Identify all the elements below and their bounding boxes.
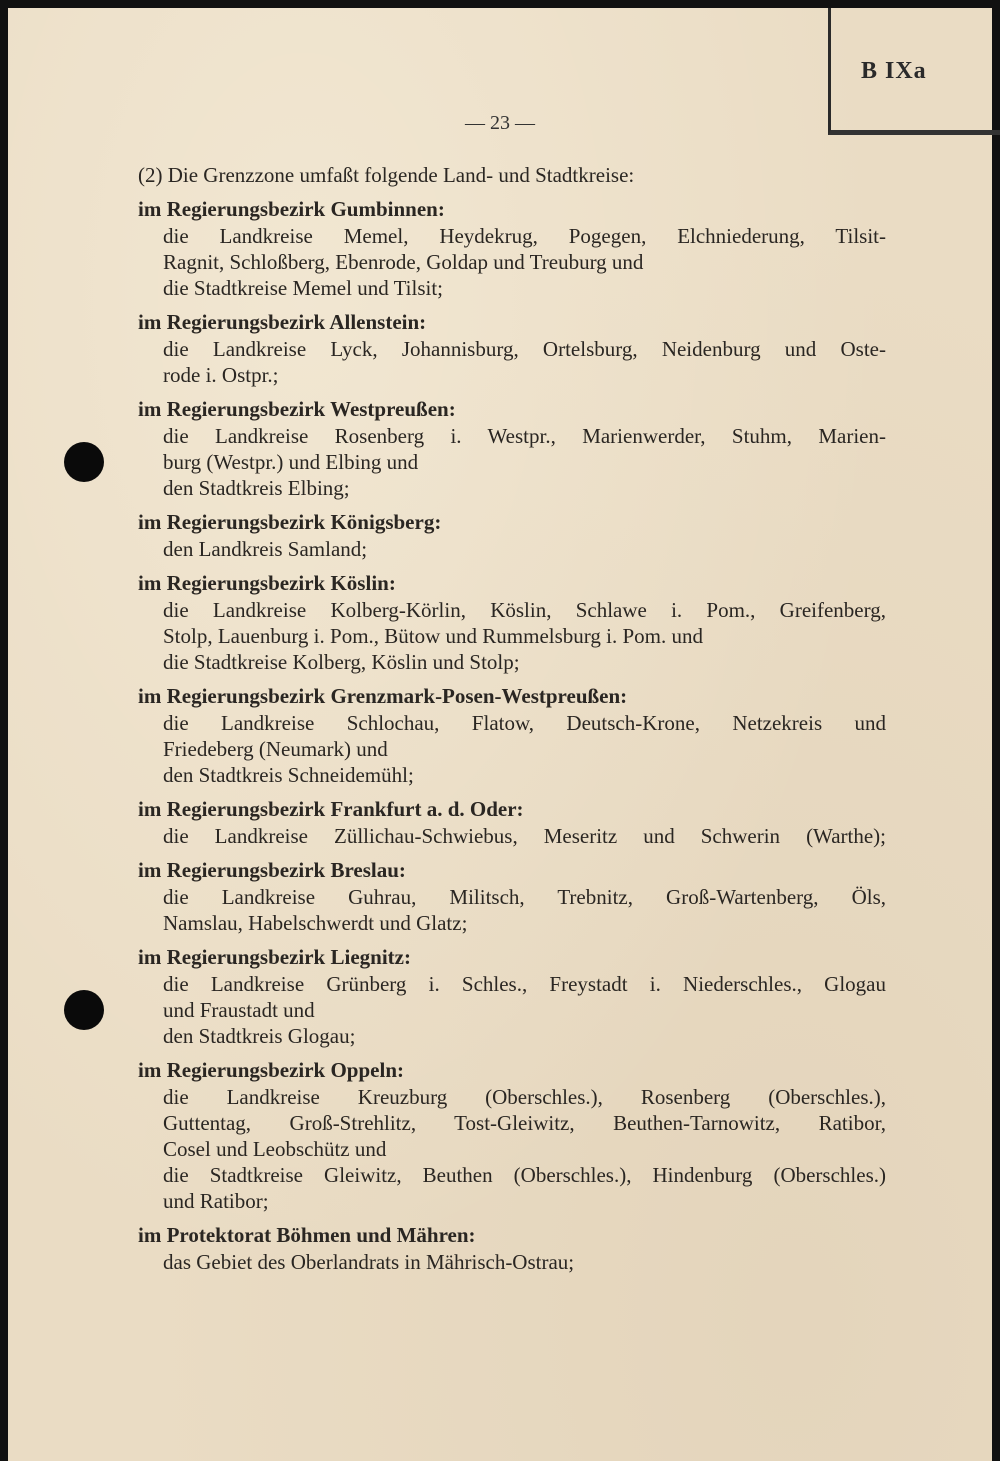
district-list-line: den Stadtkreis Schneidemühl; (163, 763, 414, 787)
district-list-line: die Stadtkreise Kolberg, Köslin und Stolp; (163, 650, 520, 674)
district-list-line: Ragnit, Schloßberg, Ebenrode, Goldap und Treuburg und (163, 250, 644, 274)
district-list-line: die Landkreise Memel, Heydekrug, Pogegen, Elchniederung, Tilsit- (163, 224, 886, 248)
district-list-line: die Landkreise Schlochau, Flatow, Deutsch-Krone, Netzekreis und (163, 711, 886, 735)
district-heading: im Regierungsbezirk Grenzmark-Posen-Westpreußen: (138, 684, 628, 708)
intro-paragraph: (2) Die Grenzzone umfaßt folgende Land- und Stadtkreise: (138, 163, 635, 187)
district-section (138, 683, 886, 788)
district-list-line: das Gebiet des Oberlandrats in Mährisch-Ostrau; (163, 1250, 575, 1274)
district-list-line: burg (Westpr.) und Elbing und (163, 450, 419, 474)
district-heading: im Regierungsbezirk Westpreußen: (138, 397, 456, 421)
district-list-line: den Stadtkreis Elbing; (163, 476, 350, 500)
district-list-line: den Landkreis Samland; (163, 537, 368, 561)
district-section (138, 196, 886, 301)
district-section (138, 570, 886, 675)
district-heading: im Regierungsbezirk Oppeln: (138, 1058, 404, 1082)
district-list-line: und Ratibor; (163, 1189, 269, 1213)
district-heading: im Regierungsbezirk Breslau: (138, 858, 406, 882)
district-list-line: Cosel und Leobschütz und (163, 1137, 387, 1161)
district-list-line: die Landkreise Rosenberg i. Westpr., Marienwerder, Stuhm, Marien- (163, 424, 886, 448)
punch-hole (64, 442, 104, 482)
district-list-line: den Stadtkreis Glogau; (163, 1024, 356, 1048)
district-list-line: die Landkreise Züllichau-Schwiebus, Meseritz und Schwerin (Warthe); (163, 824, 886, 848)
district-list-line: Stolp, Lauenburg i. Pom., Bütow und Rummelsburg i. Pom. und (163, 624, 704, 648)
page-number: — 23 — (465, 112, 535, 134)
district-heading: im Regierungsbezirk Gumbinnen: (138, 197, 445, 221)
district-section (138, 1057, 886, 1214)
tab-label: B IXa (861, 58, 927, 84)
document-body (138, 162, 886, 1283)
district-list-line: die Stadtkreise Memel und Tilsit; (163, 276, 444, 300)
district-heading: im Regierungsbezirk Frankfurt a. d. Oder: (138, 797, 524, 821)
district-list-line: die Landkreise Kolberg-Körlin, Köslin, Schlawe i. Pom., Greifenberg, (163, 598, 886, 622)
district-list-line: Namslau, Habelschwerdt und Glatz; (163, 911, 468, 935)
district-section (138, 944, 886, 1049)
district-list-line: Friedeberg (Neumark) und (163, 737, 388, 761)
district-section (138, 857, 886, 936)
punch-hole (64, 990, 104, 1030)
district-list-line: die Landkreise Grünberg i. Schles., Freystadt i. Niederschles., Glogau (163, 972, 886, 996)
district-list-line: die Landkreise Guhrau, Militsch, Trebnitz, Groß-Wartenberg, Öls, (163, 885, 886, 909)
district-section (138, 309, 886, 388)
district-section (138, 796, 886, 849)
district-list-line: die Stadtkreise Gleiwitz, Beuthen (Oberschles.), Hindenburg (Oberschles.) (163, 1163, 886, 1187)
district-list-line: die Landkreise Lyck, Johannisburg, Ortelsburg, Neidenburg und Oste- (163, 337, 886, 361)
district-list-line: die Landkreise Kreuzburg (Oberschles.), Rosenberg (Oberschles.), (163, 1085, 886, 1109)
district-list-line: rode i. Ostpr.; (163, 363, 279, 387)
district-heading: im Regierungsbezirk Königsberg: (138, 510, 442, 534)
district-heading: im Regierungsbezirk Liegnitz: (138, 945, 411, 969)
district-section (138, 1222, 886, 1275)
district-list-line: und Fraustadt und (163, 998, 315, 1022)
district-section (138, 509, 886, 562)
district-heading: im Regierungsbezirk Köslin: (138, 571, 396, 595)
district-list-line: Guttentag, Groß-Strehlitz, Tost-Gleiwitz, Beuthen-Tarnowitz, Ratibor, (163, 1111, 886, 1135)
district-section (138, 396, 886, 501)
district-heading: im Protektorat Böhmen und Mähren: (138, 1223, 476, 1247)
district-heading: im Regierungsbezirk Allenstein: (138, 310, 427, 334)
